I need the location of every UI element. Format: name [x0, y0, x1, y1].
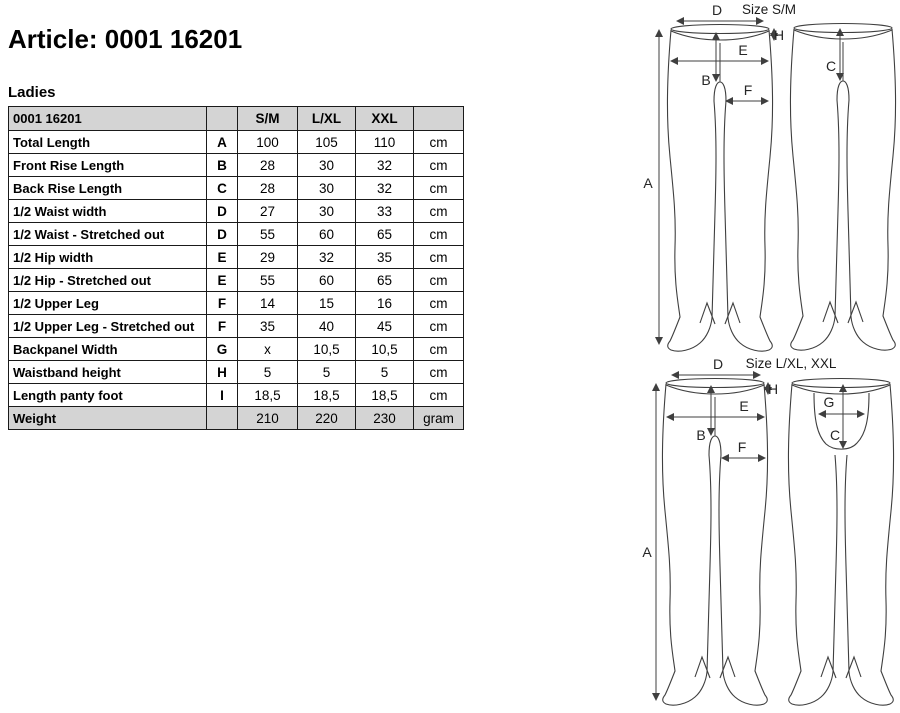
unit-cell: cm [414, 177, 464, 200]
value-xxl: 32 [356, 177, 414, 200]
dim-label-c-sm: C [825, 58, 837, 74]
measure-name: Weight [9, 407, 207, 430]
unit-cell: cm [414, 200, 464, 223]
value-sm: 18,5 [238, 384, 298, 407]
value-sm: 29 [238, 246, 298, 269]
table-row [9, 154, 464, 177]
dim-label-h-lxl: H [767, 381, 779, 397]
value-xxl: 33 [356, 200, 414, 223]
measure-letter: I [207, 384, 238, 407]
value-lxl: 30 [298, 154, 356, 177]
value-sm: 35 [238, 315, 298, 338]
measure-letter: D [207, 200, 238, 223]
unit-cell: cm [414, 361, 464, 384]
value-lxl: 5 [298, 361, 356, 384]
dim-label-h-sm: H [773, 27, 785, 43]
value-sm: 210 [238, 407, 298, 430]
dim-label-g-lxl: G [823, 394, 835, 410]
measure-letter: F [207, 315, 238, 338]
value-xxl: 45 [356, 315, 414, 338]
value-lxl: 220 [298, 407, 356, 430]
unit-cell: cm [414, 223, 464, 246]
unit-header-cell [414, 107, 464, 131]
value-lxl: 15 [298, 292, 356, 315]
unit-cell: cm [414, 269, 464, 292]
value-lxl: 105 [298, 131, 356, 154]
table-row [9, 131, 464, 154]
measure-name: Front Rise Length [9, 154, 207, 177]
measure-letter: B [207, 154, 238, 177]
table-row [9, 269, 464, 292]
letter-header-cell [207, 107, 238, 131]
measure-name: Length panty foot [9, 384, 207, 407]
dim-label-e-sm: E [738, 42, 748, 58]
measure-name: Back Rise Length [9, 177, 207, 200]
value-sm: 14 [238, 292, 298, 315]
measure-name: 1/2 Upper Leg [9, 292, 207, 315]
table-row [9, 223, 464, 246]
unit-cell: cm [414, 315, 464, 338]
dim-label-e-lxl: E [739, 398, 749, 414]
table-header-row [9, 107, 464, 131]
value-sm: 55 [238, 223, 298, 246]
tights-size-diagrams [640, 0, 900, 713]
value-sm: x [238, 338, 298, 361]
size-header-lxl: L/XL [298, 107, 356, 131]
unit-cell: cm [414, 246, 464, 269]
dim-label-f-sm: F [743, 82, 753, 98]
value-lxl: 30 [298, 177, 356, 200]
table-row [9, 361, 464, 384]
measure-name: 1/2 Waist - Stretched out [9, 223, 207, 246]
value-sm: 28 [238, 177, 298, 200]
dim-label-d-sm: D [711, 2, 723, 18]
dim-label-a-lxl: A [642, 544, 652, 560]
value-sm: 100 [238, 131, 298, 154]
table-row [9, 246, 464, 269]
measure-name: 1/2 Upper Leg - Stretched out [9, 315, 207, 338]
value-xxl: 10,5 [356, 338, 414, 361]
size-table [8, 106, 464, 430]
page-title: Article: 0001 16201 [8, 24, 243, 54]
value-xxl: 110 [356, 131, 414, 154]
dim-label-d-lxl: D [712, 356, 724, 372]
value-lxl: 32 [298, 246, 356, 269]
value-xxl: 18,5 [356, 384, 414, 407]
value-xxl: 32 [356, 154, 414, 177]
table-row [9, 315, 464, 338]
value-lxl: 40 [298, 315, 356, 338]
measure-letter: G [207, 338, 238, 361]
value-sm: 5 [238, 361, 298, 384]
value-sm: 55 [238, 269, 298, 292]
size-header-xxl: XXL [356, 107, 414, 131]
value-lxl: 10,5 [298, 338, 356, 361]
value-xxl: 65 [356, 223, 414, 246]
measure-letter: H [207, 361, 238, 384]
diagram-title-sm: Size S/M [741, 2, 797, 17]
unit-cell: cm [414, 292, 464, 315]
lxl-front-view [662, 379, 767, 706]
diagram-title-lxl-xxl: Size L/XL, XXL [745, 356, 837, 371]
size-header-sm: S/M [238, 107, 298, 131]
measure-name: Backpanel Width [9, 338, 207, 361]
back-panel-outline [814, 393, 869, 449]
sm-front-view [667, 25, 772, 352]
value-xxl: 5 [356, 361, 414, 384]
table-row [9, 384, 464, 407]
measure-letter: C [207, 177, 238, 200]
table-row-weight [9, 407, 464, 430]
value-xxl: 16 [356, 292, 414, 315]
article-number-cell: 0001 16201 [9, 107, 207, 131]
dim-label-a-sm: A [643, 175, 653, 191]
value-lxl: 30 [298, 200, 356, 223]
value-lxl: 60 [298, 269, 356, 292]
measure-letter: F [207, 292, 238, 315]
table-row [9, 292, 464, 315]
table-row [9, 338, 464, 361]
measure-letter: E [207, 269, 238, 292]
measure-name: 1/2 Hip width [9, 246, 207, 269]
dim-label-c-lxl: C [829, 427, 841, 443]
lxl-back-view [788, 379, 893, 706]
unit-cell: gram [414, 407, 464, 430]
measure-name: 1/2 Hip - Stretched out [9, 269, 207, 292]
measure-name: Waistband height [9, 361, 207, 384]
section-label-ladies: Ladies [8, 84, 56, 101]
value-xxl: 65 [356, 269, 414, 292]
dim-label-f-lxl: F [737, 439, 747, 455]
value-xxl: 230 [356, 407, 414, 430]
value-sm: 28 [238, 154, 298, 177]
measure-letter: E [207, 246, 238, 269]
dim-label-b-lxl: B [696, 427, 706, 443]
unit-cell: cm [414, 131, 464, 154]
measure-name: Total Length [9, 131, 207, 154]
measure-letter: D [207, 223, 238, 246]
measure-name: 1/2 Waist width [9, 200, 207, 223]
dim-label-b-sm: B [701, 72, 711, 88]
unit-cell: cm [414, 338, 464, 361]
sm-back-view [790, 24, 895, 351]
table-row [9, 177, 464, 200]
value-xxl: 35 [356, 246, 414, 269]
measure-letter [207, 407, 238, 430]
unit-cell: cm [414, 384, 464, 407]
unit-cell: cm [414, 154, 464, 177]
value-sm: 27 [238, 200, 298, 223]
value-lxl: 60 [298, 223, 356, 246]
table-row [9, 200, 464, 223]
value-lxl: 18,5 [298, 384, 356, 407]
measure-letter: A [207, 131, 238, 154]
